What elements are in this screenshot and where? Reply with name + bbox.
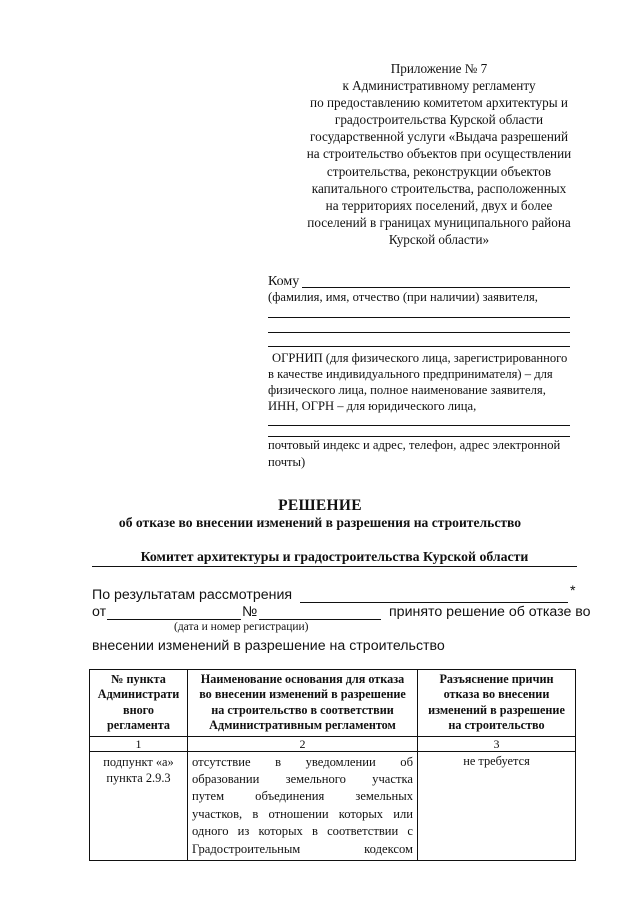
appendix-line: Курской области» (388, 231, 490, 247)
fio-hint: (фамилия, имя, отчество (при наличии) заявителя, (268, 290, 538, 304)
header-cell (90, 670, 188, 737)
number-fill-line (259, 619, 381, 620)
review-fill-line (300, 602, 568, 603)
appendix-line: строительства, реконструкции объектов (326, 163, 552, 179)
ogrnip-line: физического лица, полное наименование заявителя, (268, 383, 546, 397)
table-header-row (90, 670, 576, 737)
appendix-header (286, 60, 592, 248)
header-line: изменений в разрешение (428, 702, 565, 717)
header-line: регламента (107, 718, 170, 733)
reason-cell (188, 751, 418, 860)
column-number: 3 (418, 736, 576, 751)
header-line: на строительство (448, 718, 545, 733)
cell-line: подпункт «а» (103, 754, 174, 769)
header-line: Администрати (97, 687, 180, 702)
ogrnip-line: ОГРНИП (для физического лица, зарегистрированного (272, 351, 568, 365)
ogrnip-line: ИНН, ОГРН – для юридического лица, (268, 399, 477, 413)
fill-line (268, 332, 570, 333)
subpoint-cell (90, 751, 188, 860)
ogrnip-line: в качестве индивидуального предпринимателя) – для (268, 367, 553, 381)
header-line: на строительство в соответствии (211, 702, 394, 717)
table-row (90, 751, 576, 860)
appendix-line: Приложение № 7 (390, 61, 488, 76)
cell-line: Градостроительным кодексом (192, 841, 413, 856)
explanation-cell: не требуется (418, 751, 576, 860)
header-line: отказа во внесении (443, 687, 550, 702)
header-cell (418, 670, 576, 737)
committee-name: Комитет архитектуры и градостроительства Курской области (92, 549, 577, 567)
to-label: Кому (268, 274, 300, 289)
column-number: 1 (90, 736, 188, 751)
decision-subtitle: об отказе во внесении изменений в разрешения на строительство (118, 515, 522, 530)
fill-line (268, 425, 570, 426)
header-line: во внесении изменений в разрешение (199, 687, 406, 702)
from-label: от (92, 604, 107, 620)
header-line: Наименование основания для отказа (200, 672, 405, 686)
number-label: № (242, 604, 258, 620)
appendix-line: к Административному регламенту (342, 78, 536, 94)
refusal-grounds-table (89, 669, 576, 861)
cell-line: образовании земельного участка (192, 772, 413, 787)
review-label: По результатам рассмотрения (92, 587, 293, 603)
fill-line (268, 346, 570, 347)
cell-line: одного из которых в соответствии с (192, 824, 413, 839)
appendix-line: государственной услуги «Выдача разрешений (309, 129, 569, 145)
body-line-3: внесении изменений в разрешение на строительство (92, 638, 445, 654)
date-fill-line (107, 619, 241, 620)
header-line: Разъяснение причин (439, 672, 554, 686)
address-line: почты) (268, 455, 306, 469)
fill-line (268, 317, 570, 318)
column-number: 2 (188, 736, 418, 751)
asterisk: * (570, 583, 576, 599)
appendix-line: на территориях поселений, двух и более (325, 197, 553, 213)
appendix-line: капитального строительства, расположенных (311, 180, 567, 196)
cell-line: путем объединения земельных (192, 789, 413, 804)
cell-line: отсутствие в уведомлении об (192, 754, 413, 769)
recipient-name-line (302, 287, 570, 288)
address-line: почтовый индекс и адрес, телефон, адрес электронной (268, 438, 561, 452)
header-line: Административным регламентом (209, 718, 396, 733)
appendix-line: на строительство объектов при осуществлении (306, 146, 572, 162)
decision-title: РЕШЕНИЕ (278, 497, 362, 514)
column-number-row (90, 736, 576, 751)
appendix-line: поселений в границах муниципального района (307, 214, 571, 230)
appendix-line: по предоставлению комитетом архитектуры и (310, 95, 568, 111)
header-line: № пункта (111, 672, 166, 686)
registration-note: (дата и номер регистрации) (174, 621, 309, 633)
header-cell (188, 670, 418, 737)
decision-text: принято решение об отказе во (389, 604, 591, 620)
header-line: вного (122, 702, 155, 717)
cell-line: участков, в отношении которых или (192, 806, 413, 821)
cell-line: пункта 2.9.3 (106, 770, 171, 785)
appendix-line: градостроительства Курской области (334, 112, 544, 128)
